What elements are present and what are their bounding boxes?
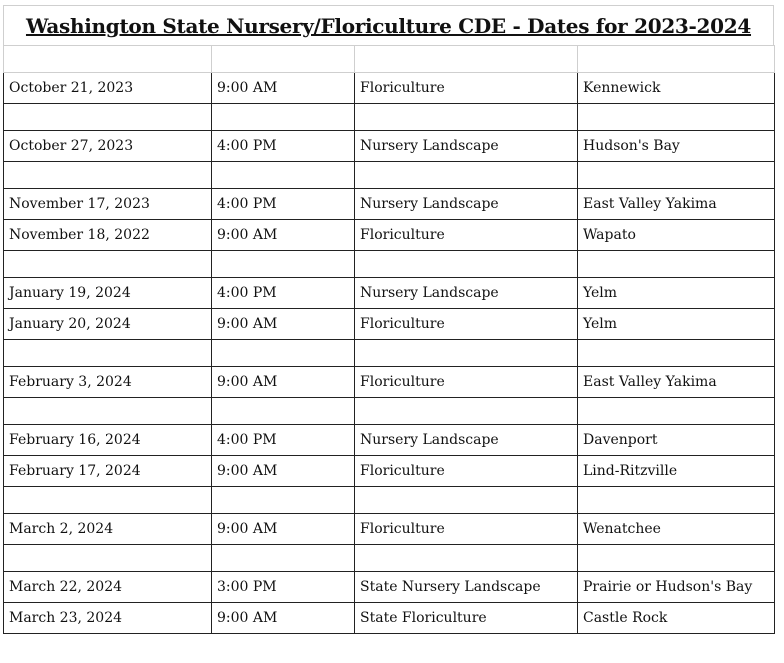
time-cell: [212, 251, 355, 278]
page-title: Washington State Nursery/Floriculture CDE - Dates for 2023-2024: [25, 13, 752, 38]
location-cell: Castle Rock: [578, 603, 775, 634]
time-cell: 4:00 PM: [212, 131, 355, 162]
schedule-table-body: [4, 46, 775, 634]
location-cell: Yelm: [578, 278, 775, 309]
table-row: [4, 131, 775, 162]
location-cell: Prairie or Hudson's Bay: [578, 572, 775, 603]
spacer-cell: [4, 46, 212, 73]
event-cell: Floriculture: [355, 367, 578, 398]
location-cell: East Valley Yakima: [578, 189, 775, 220]
event-cell: [355, 398, 578, 425]
time-cell: 9:00 AM: [212, 220, 355, 251]
time-cell: 9:00 AM: [212, 514, 355, 545]
event-cell: Nursery Landscape: [355, 189, 578, 220]
date-cell: February 3, 2024: [4, 367, 212, 398]
event-cell: [355, 487, 578, 514]
date-cell: March 22, 2024: [4, 572, 212, 603]
blank-row: [4, 545, 775, 572]
blank-row: [4, 104, 775, 131]
event-cell: Floriculture: [355, 456, 578, 487]
spacer-cell: [578, 46, 775, 73]
table-row: [4, 456, 775, 487]
table-row: [4, 425, 775, 456]
time-cell: [212, 398, 355, 425]
date-cell: January 20, 2024: [4, 309, 212, 340]
time-cell: 3:00 PM: [212, 572, 355, 603]
date-cell: February 17, 2024: [4, 456, 212, 487]
location-cell: Lind-Ritzville: [578, 456, 775, 487]
table-row: [4, 220, 775, 251]
location-cell: [578, 545, 775, 572]
table-row: [4, 309, 775, 340]
schedule-sheet: [3, 5, 774, 634]
event-cell: [355, 340, 578, 367]
event-cell: Nursery Landscape: [355, 278, 578, 309]
date-cell: [4, 545, 212, 572]
time-cell: [212, 340, 355, 367]
blank-row: [4, 251, 775, 278]
date-cell: March 23, 2024: [4, 603, 212, 634]
date-cell: January 19, 2024: [4, 278, 212, 309]
time-cell: 9:00 AM: [212, 73, 355, 104]
location-cell: [578, 251, 775, 278]
event-cell: Floriculture: [355, 309, 578, 340]
event-cell: [355, 545, 578, 572]
time-cell: 9:00 AM: [212, 456, 355, 487]
location-cell: [578, 398, 775, 425]
event-cell: Nursery Landscape: [355, 425, 578, 456]
date-cell: March 2, 2024: [4, 514, 212, 545]
location-cell: [578, 104, 775, 131]
date-cell: November 17, 2023: [4, 189, 212, 220]
date-cell: [4, 398, 212, 425]
location-cell: Kennewick: [578, 73, 775, 104]
title-row: [3, 5, 774, 45]
table-row: [4, 189, 775, 220]
date-cell: [4, 104, 212, 131]
table-row: [4, 572, 775, 603]
date-cell: November 18, 2022: [4, 220, 212, 251]
table-row: [4, 367, 775, 398]
date-cell: [4, 487, 212, 514]
event-cell: [355, 104, 578, 131]
location-cell: Yelm: [578, 309, 775, 340]
location-cell: Wapato: [578, 220, 775, 251]
date-cell: February 16, 2024: [4, 425, 212, 456]
schedule-table: [3, 45, 775, 634]
time-cell: 9:00 AM: [212, 603, 355, 634]
time-cell: [212, 162, 355, 189]
spacer-cell: [212, 46, 355, 73]
blank-row: [4, 487, 775, 514]
date-cell: October 27, 2023: [4, 131, 212, 162]
location-cell: East Valley Yakima: [578, 367, 775, 398]
time-cell: 9:00 AM: [212, 309, 355, 340]
table-row: [4, 278, 775, 309]
event-cell: State Floriculture: [355, 603, 578, 634]
header-spacer-row: [4, 46, 775, 73]
location-cell: [578, 340, 775, 367]
blank-row: [4, 398, 775, 425]
blank-row: [4, 340, 775, 367]
blank-row: [4, 162, 775, 189]
time-cell: [212, 104, 355, 131]
table-row: [4, 603, 775, 634]
time-cell: 4:00 PM: [212, 278, 355, 309]
location-cell: [578, 162, 775, 189]
location-cell: Davenport: [578, 425, 775, 456]
time-cell: 4:00 PM: [212, 189, 355, 220]
location-cell: Wenatchee: [578, 514, 775, 545]
date-cell: [4, 340, 212, 367]
date-cell: October 21, 2023: [4, 73, 212, 104]
date-cell: [4, 162, 212, 189]
table-row: [4, 73, 775, 104]
date-cell: [4, 251, 212, 278]
table-row: [4, 514, 775, 545]
event-cell: [355, 251, 578, 278]
event-cell: Floriculture: [355, 73, 578, 104]
event-cell: Nursery Landscape: [355, 131, 578, 162]
location-cell: Hudson's Bay: [578, 131, 775, 162]
time-cell: 9:00 AM: [212, 367, 355, 398]
event-cell: [355, 162, 578, 189]
event-cell: State Nursery Landscape: [355, 572, 578, 603]
time-cell: [212, 545, 355, 572]
spacer-cell: [355, 46, 578, 73]
time-cell: 4:00 PM: [212, 425, 355, 456]
event-cell: Floriculture: [355, 220, 578, 251]
location-cell: [578, 487, 775, 514]
event-cell: Floriculture: [355, 514, 578, 545]
time-cell: [212, 487, 355, 514]
